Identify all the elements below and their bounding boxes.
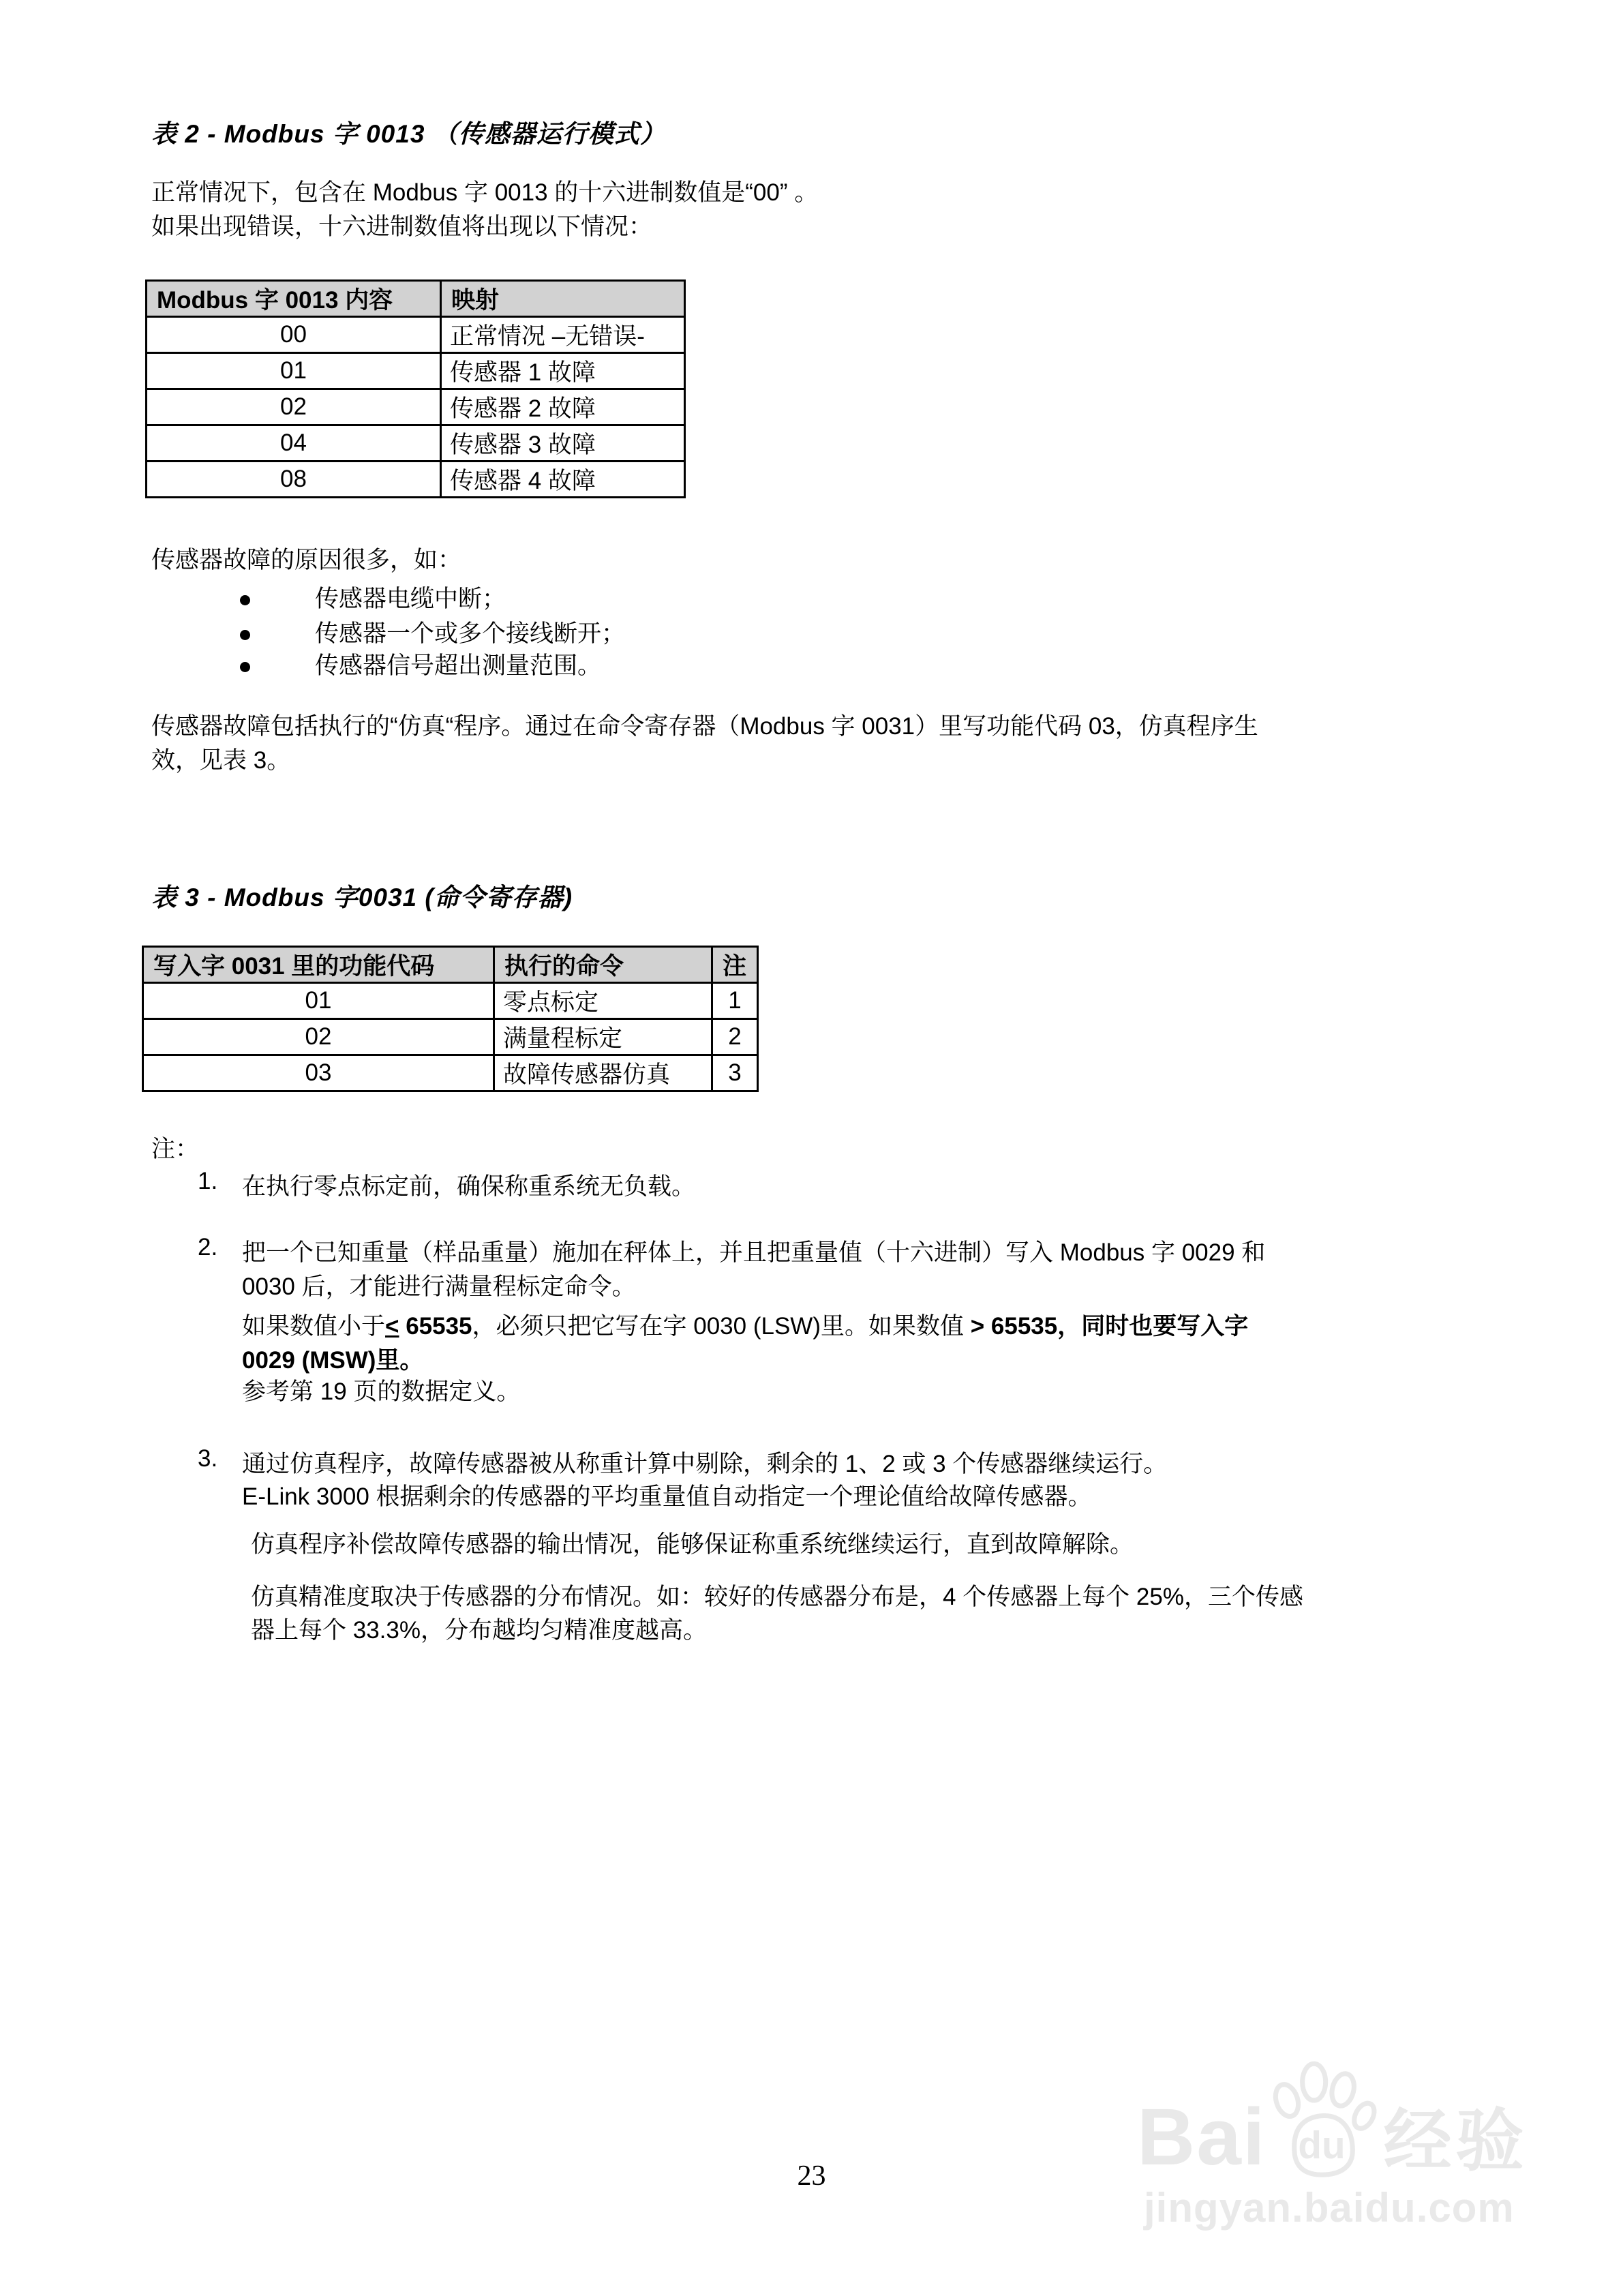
note2-line-5: 参考第 19 页的数据定义。	[242, 1378, 521, 1405]
note3-line-2: E-Link 3000 根据剩余的传感器的平均重量值自动指定一个理论值给故障传感器。	[242, 1483, 1092, 1510]
list-item-text: 传感器电缆中断；	[315, 586, 506, 612]
list-item-text: 传感器一个或多个接线断开；	[315, 620, 626, 647]
column-header-command: 执行的命令	[494, 947, 712, 983]
cell-content: 01	[147, 353, 441, 389]
baidu-logo-du-text: du	[1298, 2124, 1346, 2168]
list-item	[240, 580, 506, 614]
note2-line3-mid: ，必须只把它写在字 0030 (LSW)里。如果数值	[472, 1313, 971, 1340]
note2-line-3	[242, 1308, 1248, 1342]
note2-line3-normal: 如果数值小于	[242, 1313, 386, 1340]
causes-intro: 传感器故障的原因很多，如：	[151, 547, 462, 573]
intro-line-2: 如果出现错误，十六进制数值将出现以下情况：	[151, 213, 653, 240]
table-row	[147, 425, 685, 462]
page-number: 23	[797, 2160, 826, 2192]
note3-paragraph-2: 仿真程序补偿故障传感器的输出情况，能够保证称重系统继续运行，直到故障解除。	[251, 1531, 1134, 1558]
bullet-icon	[240, 630, 250, 640]
table-row	[143, 1055, 758, 1091]
table-row	[147, 462, 685, 498]
notes-label: 注：	[151, 1136, 200, 1162]
baidu-logo-bai-text: Bai	[1137, 2092, 1266, 2182]
note3-paragraph-3	[251, 1580, 1303, 1647]
cell-code: 02	[143, 1019, 494, 1055]
note1-number: 1.	[198, 1168, 218, 1194]
cell-mapping: 传感器 2 故障	[441, 389, 685, 425]
table-row	[143, 1019, 758, 1055]
table-row	[147, 353, 685, 389]
note3-line-1: 通过仿真程序，故障传感器被从称重计算中剔除，剩余的 1、2 或 3 个传感器继续运行。	[242, 1451, 1168, 1477]
cell-mapping: 传感器 3 故障	[441, 425, 685, 462]
note2-line-1: 把一个已知重量（样品重量）施加在秤体上，并且把重量值（十六进制）写入 Modbus 字 0029 和	[242, 1239, 1266, 1266]
column-header-mapping: 映射	[441, 281, 685, 317]
note2-greater-than-65535: > 65535，同时也要写入字	[970, 1313, 1249, 1340]
simulation-line-2: 效，见表 3。	[151, 747, 291, 774]
list-item	[240, 647, 601, 681]
cell-note: 1	[712, 983, 758, 1019]
cell-content: 08	[147, 462, 441, 498]
table-header-row	[147, 281, 685, 317]
note1-text: 在执行零点标定前，确保称重系统无负载。	[242, 1173, 696, 1200]
note2-number: 2.	[198, 1234, 218, 1260]
bullet-icon	[240, 595, 250, 605]
cell-content: 04	[147, 425, 441, 462]
note2-less-than: <	[385, 1313, 399, 1340]
simulation-line-1: 传感器故障包括执行的“仿真“程序。通过在命令寄存器（Modbus 字 0031）里写功能代码 03，仿真程序生	[151, 713, 1258, 740]
baidu-logo-jingyan-text: 经验	[1383, 2103, 1528, 2179]
simulation-paragraph	[151, 710, 1258, 778]
cell-command: 满量程标定	[494, 1019, 712, 1055]
note2-line-2: 0030 后，才能进行满量程标定命令。	[242, 1273, 636, 1300]
note3-para3-line-1: 仿真精准度取决于传感器的分布情况。如：较好的传感器分布是，4 个传感器上每个 25%，三个传感	[251, 1584, 1303, 1610]
note3-para3-line-2: 器上每个 33.3%，分布越均匀精准度越高。	[251, 1617, 707, 1644]
modbus-0031-table	[142, 946, 759, 1092]
column-header-note: 注	[712, 947, 758, 983]
cell-mapping: 传感器 4 故障	[441, 462, 685, 498]
baidu-logo-watermark	[1137, 2057, 1528, 2182]
baidu-jingyan-watermark	[1137, 2057, 1528, 2231]
cell-mapping: 传感器 1 故障	[441, 353, 685, 389]
table-row	[147, 389, 685, 425]
bullet-icon	[240, 662, 250, 672]
column-header-code: 写入字 0031 里的功能代码	[143, 947, 494, 983]
cell-code: 03	[143, 1055, 494, 1091]
baidu-paw-icon	[1264, 2057, 1380, 2180]
note3-number: 3.	[198, 1445, 218, 1472]
cell-content: 02	[147, 389, 441, 425]
intro-line-1: 正常情况下，包含在 Modbus 字 0013 的十六进制数值是“00” 。	[151, 179, 819, 206]
cell-content: 00	[147, 317, 441, 353]
baidu-watermark-url: jingyan.baidu.com	[1144, 2185, 1515, 2231]
intro-paragraph	[151, 176, 818, 244]
table-row	[143, 983, 758, 1019]
list-item-text: 传感器信号超出测量范围。	[315, 652, 602, 679]
cell-mapping: 正常情况 –无错误-	[441, 317, 685, 353]
cell-note: 3	[712, 1055, 758, 1091]
column-header-content: Modbus 字 0013 内容	[147, 281, 441, 317]
table3-title: 表 3 - Modbus 字0031 (命令寄存器)	[151, 883, 573, 911]
table-header-row	[143, 947, 758, 983]
table-row	[147, 317, 685, 353]
note2-value-65535: 65535	[399, 1313, 472, 1340]
modbus-0013-table	[145, 280, 686, 498]
table2-title: 表 2 - Modbus 字 0013 （传感器运行模式）	[151, 120, 666, 148]
note2-line-4: 0029 (MSW)里。	[242, 1347, 424, 1374]
cell-command: 故障传感器仿真	[494, 1055, 712, 1091]
cell-code: 01	[143, 983, 494, 1019]
cell-command: 零点标定	[494, 983, 712, 1019]
list-item	[240, 615, 625, 649]
cell-note: 2	[712, 1019, 758, 1055]
